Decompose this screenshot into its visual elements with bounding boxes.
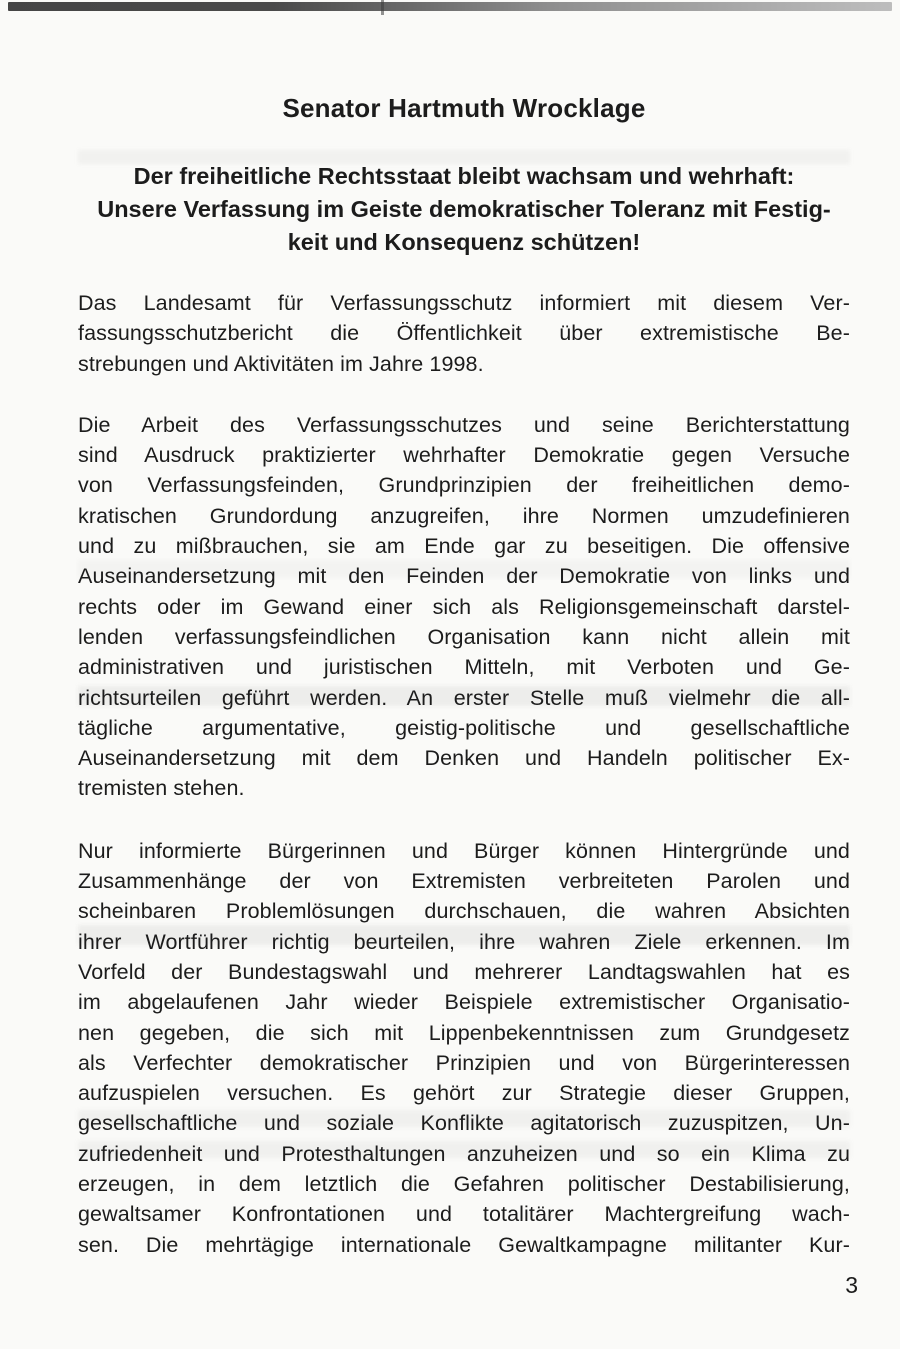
paragraph	[78, 410, 850, 804]
text-line: gesellschaftliche und soziale Konflikte agitatorisch zuzuspitzen, Un-	[78, 1111, 850, 1136]
text-line: richtsurteilen geführt werden. An erster Stelle muß vielmehr die all-	[78, 685, 850, 710]
text-line: Die Arbeit des Verfassungsschutzes und seine Berichterstattung	[78, 412, 850, 437]
paragraph	[78, 288, 850, 379]
text-line: von Verfassungsfeinden, Grundprinzipien der freiheitlichen demo-	[78, 473, 850, 498]
text-line: fassungsschutzbericht die Öffentlichkeit über extremistische Be-	[78, 321, 850, 346]
text-line: kratischen Grundordung anzugreifen, ihre Normen umzudefinieren	[78, 503, 850, 528]
text-line: nen gegeben, die sich mit Lippenbekenntnissen zum Grundgesetz	[78, 1020, 850, 1045]
text-line: tremisten stehen.	[78, 776, 245, 801]
author-heading: Senator Hartmuth Wrocklage	[282, 93, 646, 123]
text-line: scheinbaren Problemlösungen durchschauen, die wahren Absichten	[78, 899, 850, 924]
text-line: ihrer Wortführer richtig beurteilen, ihre wahren Ziele erkennen. Im	[78, 929, 850, 954]
text-line: rechts oder im Gewand einer sich als Religionsgemeinschaft darstel-	[78, 594, 850, 619]
document-title	[78, 160, 850, 259]
text-line: und zu mißbrauchen, sie am Ende gar zu beseitigen. Die offensive	[78, 534, 850, 559]
text-line: Vorfeld der Bundestagswahl und mehrerer Landtagswahlen hat es	[78, 959, 850, 984]
text-line: tägliche argumentative, geistig-politische und gesellschaftliche	[78, 715, 850, 740]
title-line: Unsere Verfassung im Geiste demokratischer Toleranz mit Festig-	[97, 196, 831, 222]
title-line: Der freiheitliche Rechtsstaat bleibt wachsam und wehrhaft:	[133, 163, 795, 189]
text-line: sen. Die mehrtägige internationale Gewaltkampagne militanter Kur-	[78, 1232, 850, 1257]
paragraph	[78, 836, 850, 1260]
text-line: zufriedenheit und Protesthaltungen anzuheizen und so ein Klima zu	[78, 1141, 850, 1166]
text-line: gewaltsamer Konfrontationen und totalitärer Machtergreifung wach-	[78, 1202, 850, 1227]
text-line: Auseinandersetzung mit dem Denken und Handeln politischer Ex-	[78, 746, 850, 771]
text-line: Das Landesamt für Verfassungsschutz informiert mit diesem Ver-	[78, 291, 850, 315]
title-line: keit und Konsequenz schützen!	[287, 229, 641, 255]
text-line: Auseinandersetzung mit den Feinden der Demokratie von links und	[78, 564, 850, 589]
text-line: als Verfechter demokratischer Prinzipien und von Bürgerinteressen	[78, 1050, 850, 1075]
text-line: Nur informierte Bürgerinnen und Bürger können Hintergründe und	[78, 838, 850, 863]
text-line: sind Ausdruck praktizierter wehrhafter Demokratie gegen Versuche	[78, 443, 850, 468]
text-line: lenden verfassungsfeindlichen Organisation kann nicht allein mit	[78, 624, 850, 649]
text-line: aufzuspielen versuchen. Es gehört zur Strategie dieser Gruppen,	[78, 1081, 850, 1106]
text-line: administrativen und juristischen Mitteln, mit Verboten und Ge-	[78, 655, 850, 680]
text-column	[78, 0, 850, 1260]
text-line: Zusammenhänge der von Extremisten verbreiteten Parolen und	[78, 869, 850, 894]
text-line: im abgelaufenen Jahr wieder Beispiele extremistischer Organisatio-	[78, 990, 850, 1015]
text-line: strebungen und Aktivitäten im Jahre 1998.	[78, 351, 484, 376]
text-line: erzeugen, in dem letztlich die Gefahren politischer Destabilisierung,	[78, 1172, 850, 1197]
page-number: 3	[845, 1272, 858, 1298]
